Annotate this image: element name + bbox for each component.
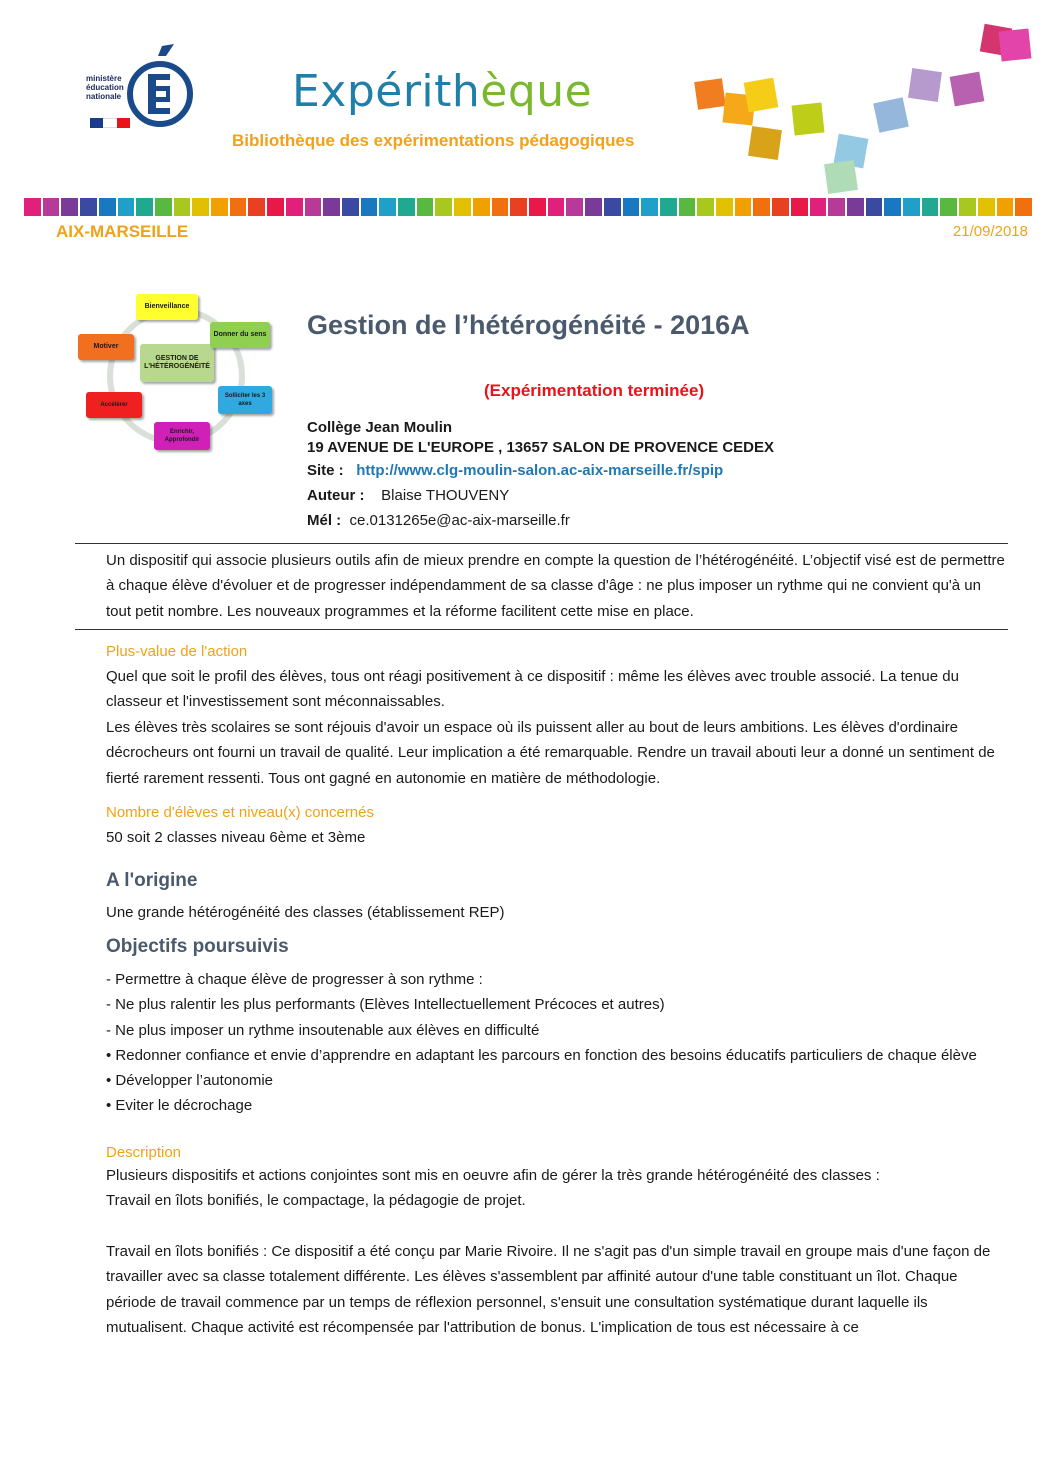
site-link[interactable]: http://www.clg-moulin-salon.ac-aix-marseille.fr/spip (356, 462, 724, 479)
stripe-segment (828, 198, 845, 216)
stripe-segment (903, 198, 920, 216)
ministry-text: ministère éducation nationale (86, 74, 124, 101)
stripe-segment (978, 198, 995, 216)
objective-item: - Permettre à chaque élève de progresser à son rythme : (106, 971, 483, 988)
objectives-list (106, 967, 1006, 1119)
description-label: Description (106, 1144, 182, 1161)
plus-value-label: Plus-value de l'action (106, 643, 248, 660)
stripe-segment (1015, 198, 1032, 216)
students-label: Nombre d'élèves et niveau(x) concernés (106, 804, 374, 821)
stripe-segment (679, 198, 696, 216)
stripe-segment (716, 198, 733, 216)
objective-item: - Ne plus imposer un rythme insoutenable aux élèves en difficulté (106, 1021, 540, 1039)
author-row (307, 487, 509, 504)
stripe-segment (211, 198, 228, 216)
stripe-segment (510, 198, 527, 216)
plus-value-p1: Quel que soit le profil des élèves, tous ont réagi positivement à ce dispositif : même les élèves avec trouble associé. La tenue du classeur et l'investissement sont méconnaissables. (106, 668, 959, 711)
french-flag-icon (90, 118, 130, 128)
mail-label: Mél : (307, 512, 342, 529)
stripe-segment (753, 198, 770, 216)
stripe-segment (379, 198, 396, 216)
origin-heading: A l'origine (106, 870, 198, 891)
publication-date: 21/09/2018 (952, 223, 1028, 240)
site-label: Site : (307, 462, 344, 479)
stripe-segment (435, 198, 452, 216)
stripe-segment (24, 198, 41, 216)
stripe-segment (155, 198, 172, 216)
students-text: 50 soit 2 classes niveau 6ème et 3ème (106, 829, 366, 846)
stripe-segment (473, 198, 490, 216)
stripe-segment (342, 198, 359, 216)
stripe-segment (454, 198, 471, 216)
diagram-node-donner-du-sens: Donner du sens (210, 322, 270, 348)
objectives-heading: Objectifs poursuivis (106, 936, 289, 957)
stripe-segment (641, 198, 658, 216)
diagram-node-bienveillance: Bienveillance (136, 294, 198, 320)
page-title: Gestion de l’hétérogénéité - 2016A (307, 310, 750, 340)
diagram-node-solliciter: Solliciter les 3 axes (218, 386, 272, 414)
description-p1: Plusieurs dispositifs et actions conjointes sont mis en oeuvre afin de gérer la très grande hétérogénéité des classes : (106, 1167, 880, 1184)
stripe-segment (585, 198, 602, 216)
stripe-segment (922, 198, 939, 216)
stripe-segment (772, 198, 789, 216)
stripe-segment (61, 198, 78, 216)
summary-text: Un dispositif qui associe plusieurs outils afin de mieux prendre en compte la question de l’hétérogénéité. L’objectif visé est de permettre à chaque élève d'évoluer et de progresser indépendamment de sa classe d'âge : ne plus imposer un rythme qui ne convient qu'à un tout petit nombre. Les nouveaux programmes et la réforme facilitent cette mise en place. (106, 552, 1005, 620)
author-label: Auteur : (307, 487, 365, 504)
stripe-segment (174, 198, 191, 216)
e-accent-logo-icon (122, 44, 194, 130)
stripe-segment (997, 198, 1014, 216)
objective-item: • Eviter le décrochage (106, 1097, 253, 1115)
status-badge: (Expérimentation terminée) (484, 381, 705, 400)
stripe-segment (192, 198, 209, 216)
author-name: Blaise THOUVENY (381, 487, 510, 504)
stripe-segment (791, 198, 808, 216)
school-address: 19 AVENUE DE L'EUROPE , 13657 SALON DE PROVENCE CEDEX (307, 439, 775, 456)
stripe-segment (323, 198, 340, 216)
description-p2: Travail en îlots bonifiés, le compactage, la pédagogie de projet. (106, 1192, 526, 1209)
stripe-segment (43, 198, 60, 216)
site-row (307, 462, 723, 479)
stripe-segment (566, 198, 583, 216)
diagram-center: GESTION DE L'HÉTÉROGÉNÉITÉ (140, 344, 214, 382)
diagram-node-enrichir: Enrichir, Approfondir (154, 422, 210, 450)
stripe-segment (884, 198, 901, 216)
stripe-segment (548, 198, 565, 216)
color-stripe (24, 198, 1034, 216)
mail-row (307, 512, 570, 529)
stripe-segment (305, 198, 322, 216)
stripe-segment (361, 198, 378, 216)
school-name: Collège Jean Moulin (307, 419, 453, 436)
region-label: AIX-MARSEILLE (56, 222, 189, 241)
stripe-segment (810, 198, 827, 216)
divider-bottom (75, 629, 1008, 630)
stripe-segment (697, 198, 714, 216)
origin-text: Une grande hétérogénéité des classes (établissement REP) (106, 904, 505, 921)
diagram-node-motiver: Motiver (78, 334, 134, 360)
ministry-logo (86, 44, 196, 140)
stripe-segment (492, 198, 509, 216)
plus-value-p2: Les élèves très scolaires se sont réjouis d'avoir un espace où ils puissent aller au bout de leurs ambitions. Les élèves d'ordinaire décrocheurs ont fourni un travail de qualité. Leur implication a été remarquable. Rendre un travail abouti leur a donné un sentiment de fierté rarement ressenti. Tous ont gagné en autonomie en matière de méthodologie. (106, 719, 995, 787)
stripe-segment (959, 198, 976, 216)
stripe-segment (847, 198, 864, 216)
divider-top (75, 543, 1008, 544)
brand-title: Expérithèque (292, 66, 593, 117)
stripe-segment (230, 198, 247, 216)
stripe-segment (248, 198, 265, 216)
stripe-segment (735, 198, 752, 216)
stripe-segment (267, 198, 284, 216)
objective-item: - Ne plus ralentir les plus performants (Elèves Intellectuellement Précoces et autres) (106, 996, 665, 1014)
description-p3: Travail en îlots bonifiés : Ce dispositif a été conçu par Marie Rivoire. Il ne s'agit pas d'un simple travail en groupe mais d'une façon de travailler avec sa classe totalement différente. Les élèves s'assemblent par affinité autour d'une table constituant un îlot. Chaque période de travail commence par un temps de réflexion personnel, s'ensuit une consultation systématique durant laquelle ils mutualisent. Chaque activité est récompensée par l'attribution de bonus. L'implication de tous est nécessaire à ce (106, 1243, 991, 1336)
stripe-segment (398, 198, 415, 216)
stripe-segment (604, 198, 621, 216)
stripe-segment (136, 198, 153, 216)
mail-address[interactable]: ce.0131265e@ac-aix-marseille.fr (349, 512, 570, 529)
diagram-node-accelerer: Accélérer (86, 392, 142, 418)
stripe-segment (940, 198, 957, 216)
stripe-segment (623, 198, 640, 216)
stripe-segment (866, 198, 883, 216)
stripe-segment (80, 198, 97, 216)
stripe-segment (417, 198, 434, 216)
brand-subtitle: Bibliothèque des expérimentations pédagogiques (232, 131, 635, 150)
stripe-segment (118, 198, 135, 216)
stripe-segment (99, 198, 116, 216)
heterogeneity-diagram (76, 288, 276, 458)
stripe-segment (286, 198, 303, 216)
stripe-segment (529, 198, 546, 216)
objective-item: • Redonner confiance et envie d’apprendre en adaptant les parcours en fonction des besoins éducatifs particuliers de chaque élève (106, 1046, 977, 1064)
objective-item: • Développer l’autonomie (106, 1072, 274, 1090)
stripe-segment (660, 198, 677, 216)
